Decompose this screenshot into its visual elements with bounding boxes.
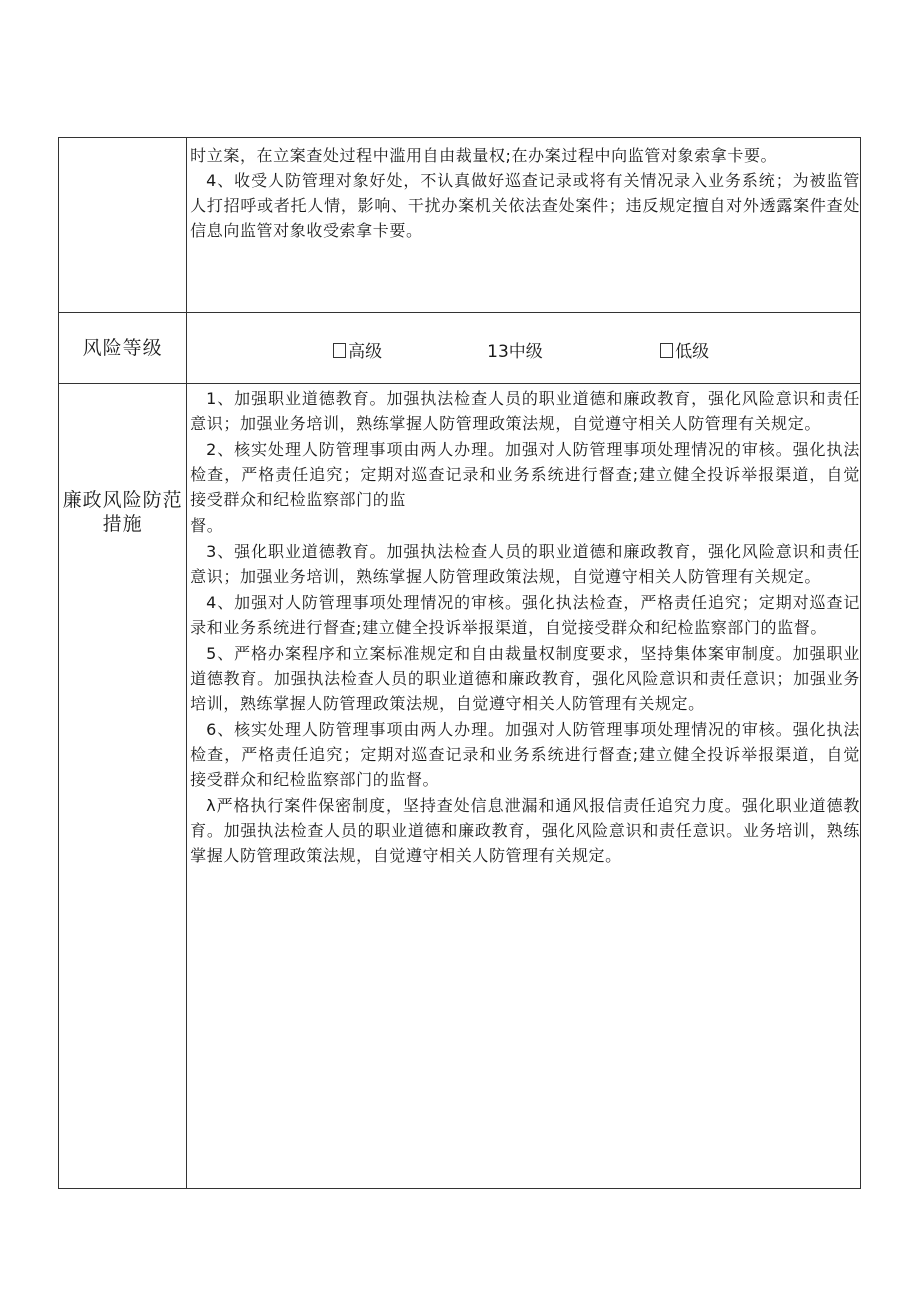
risk-description-item-4: 4、收受人防管理对象好处，不认真做好巡查记录或将有关情况录入业务系统；为被监管人打招呼或者托人情，影响、干扰办案机关依法查处案件；违反规定擅自对外透露案件查处信息向监管对象收受索拿卡要。 (190, 171, 860, 240)
checkbox-empty-icon (660, 343, 673, 358)
measure-item-7: λ严格执行案件保密制度，坚持查处信息泄漏和通风报信责任追究力度。强化职业道德教育。加强执法检查人员的职业道德和廉政教育，强化风险意识和责任意识。业务培训，熟练掌握人防管理政策法规，自觉遵守相关人防管理有关规定。 (190, 796, 860, 865)
risk-description-cell (187, 138, 861, 313)
risk-option-high[interactable] (333, 337, 382, 362)
risk-option-high-label: 高级 (348, 342, 383, 362)
measure-item-2: 2、核实处理人防管理事项由两人办理。加强对人防管理事项处理情况的审核。强化执法检查，严格责任追究；定期对巡查记录和业务系统进行督查;建立健全投诉举报渠道，自觉接受群众和纪检监察部门的监 (190, 440, 860, 509)
prevention-measures-row (59, 384, 861, 1189)
risk-option-low-label: 低级 (675, 342, 710, 362)
measure-item-1: 1、加强职业道德教育。加强执法检查人员的职业道德和廉政教育，强化风险意识和责任意识；加强业务培训，熟练掌握人防管理政策法规，自觉遵守相关人防管理有关规定。 (190, 389, 860, 433)
measure-item-2-tail: 督。 (190, 516, 224, 535)
measure-item-5: 5、严格办案程序和立案标准规定和自由裁量权制度要求，坚持集体案审制度。加强职业道德教育。加强执法检查人员的职业道德和廉政教育，强化风险意识和责任意识；加强业务培训，熟练掌握人防管理政策法规，自觉遵守相关人防管理有关规定。 (190, 644, 860, 713)
measure-item-4: 4、加强对人防管理事项处理情况的审核。强化执法检查，严格责任追究；定期对巡查记录和业务系统进行督查;建立健全投诉举报渠道，自觉接受群众和纪检监察部门的监督。 (190, 593, 860, 637)
risk-level-options (187, 313, 861, 384)
risk-option-mid[interactable] (487, 337, 543, 362)
checkbox-empty-icon (333, 343, 346, 358)
risk-option-mid-label: 13中级 (487, 342, 543, 362)
prevention-measures-cell (187, 384, 861, 1189)
risk-level-row (59, 313, 861, 384)
measure-item-3: 3、强化职业道德教育。加强执法检查人员的职业道德和廉政教育，强化风险意识和责任意识；加强业务培训，熟练掌握人防管理政策法规，自觉遵守相关人防管理有关规定。 (190, 542, 860, 586)
prevention-measures-label-line1: 廉政风险防范 (62, 489, 183, 511)
risk-description-continuation: 时立案，在立案查处过程中滥用自由裁量权;在办案过程中向监管对象索拿卡要。 (190, 146, 778, 165)
prevention-measures-label (59, 384, 187, 1189)
measure-item-6: 6、核实处理人防管理事项由两人办理。加强对人防管理事项处理情况的审核。强化执法检查，严格责任追究；定期对巡查记录和业务系统进行督查;建立健全投诉举报渠道，自觉接受群众和纪检监察部门的监督。 (190, 720, 860, 789)
row1-label-cell (59, 138, 187, 313)
risk-table (58, 137, 861, 1189)
risk-level-label: 风险等级 (59, 313, 187, 384)
risk-description-row (59, 138, 861, 313)
risk-option-low[interactable] (660, 337, 709, 362)
prevention-measures-label-line2: 措施 (102, 513, 143, 535)
